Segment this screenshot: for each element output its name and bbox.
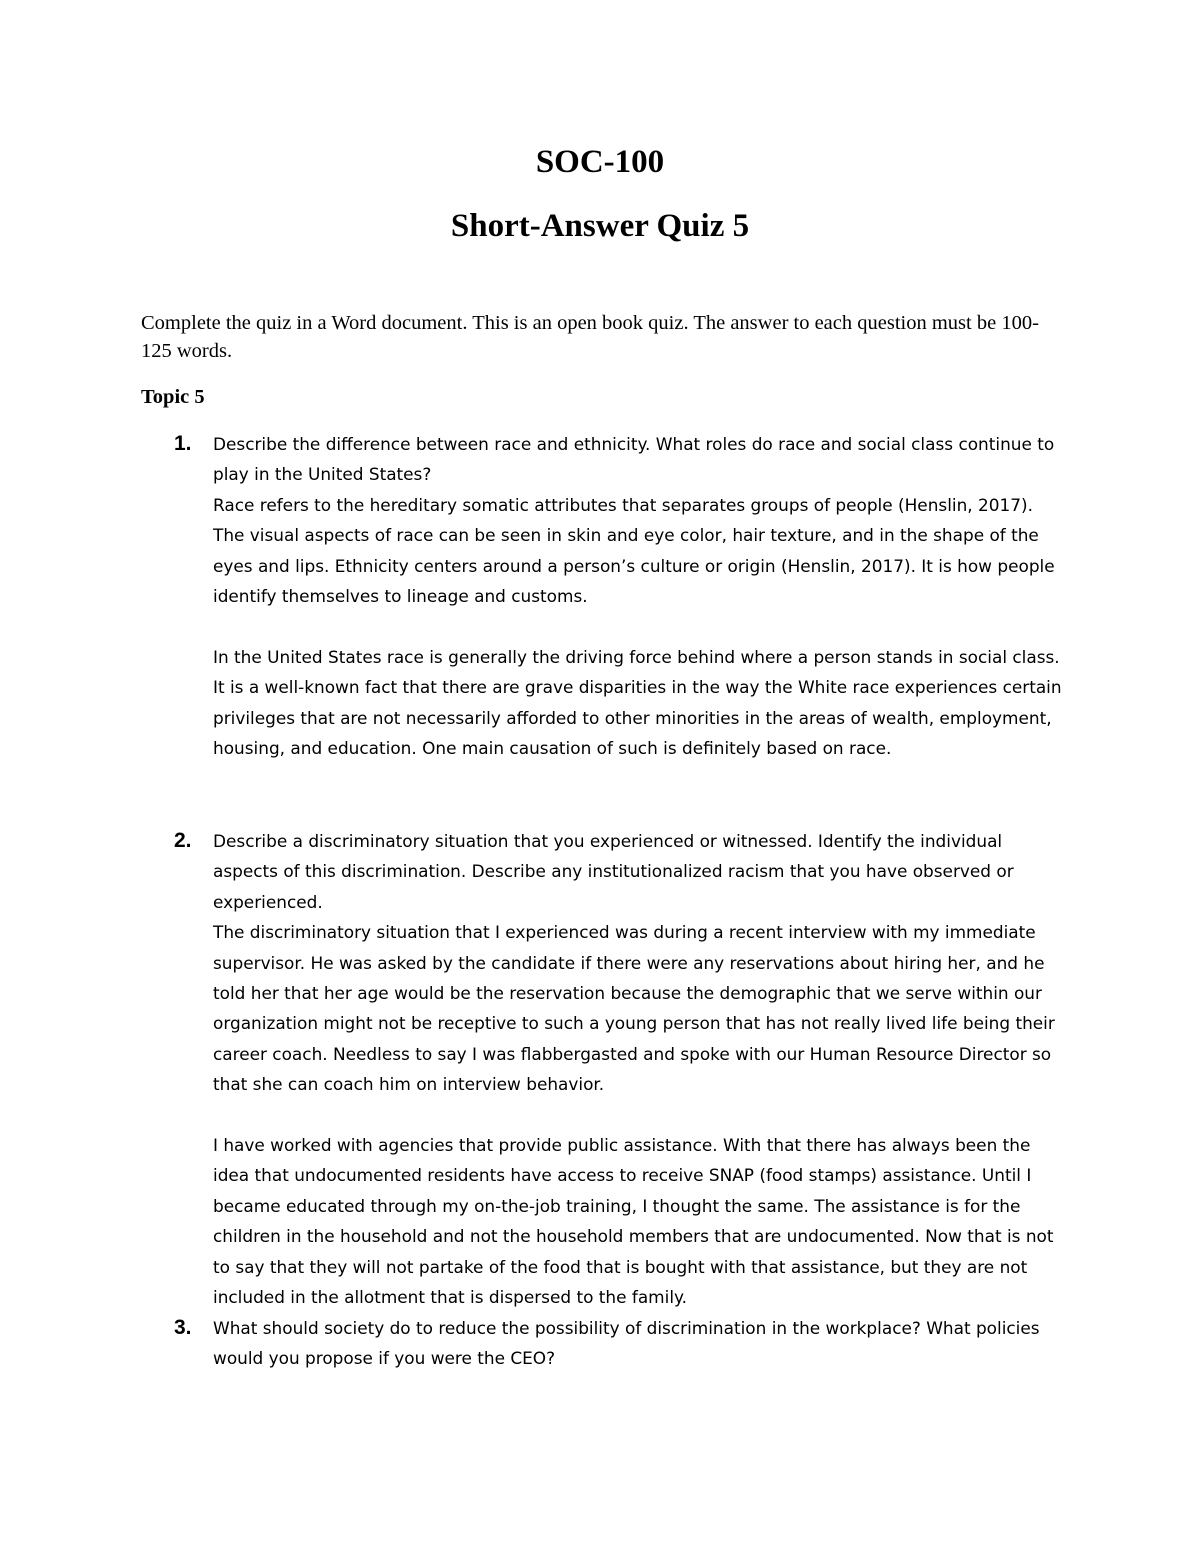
- question-number: 3.: [174, 1316, 192, 1339]
- question-prompt: Describe a discriminatory situation that you experienced or witnessed. Identify the individual aspects of this discrimination. Describe any institutionalized racism that you have observed or experienced.: [213, 831, 1014, 912]
- question-prompt: Describe the difference between race and ethnicity. What roles do race and social class continue to play in the United States?: [213, 434, 1055, 485]
- course-code-heading: SOC-100: [535, 144, 665, 180]
- question-body: [213, 1313, 1065, 1374]
- answer-paragraph: In the United States race is generally the driving force behind where a person stands in social class. It is a well-known fact that there are grave disparities in the way the White race experiences certain privileges that are not necessarily afforded to other minorities in the areas of wealth, employment, housing, and education. One main causation of such is definitely based on race.: [213, 646, 1062, 759]
- topic-heading: Topic 5: [141, 386, 205, 408]
- answer-paragraph: Race refers to the hereditary somatic attributes that separates groups of people (Henslin, 2017). The visual aspects of race can be seen in skin and eye color, hair texture, and in the shape of the eyes and lips. Ethnicity centers around a person’s culture or origin (Henslin, 2017). It is how people identify themselves to lineage and customs.: [213, 494, 1055, 607]
- answer-paragraph: I have worked with agencies that provide public assistance. With that there has always been the idea that undocumented residents have access to receive SNAP (food stamps) assistance. Until I became educated through my on-the-job training, I thought the same. The assistance is for the children in the household and not the household members that are undocumented. Now that is not to say that they will not partake of the food that is bought with that assistance, but they are not included in the allotment that is dispersed to the family.: [213, 1135, 1054, 1308]
- question-body: [213, 429, 1065, 763]
- quiz-instructions: Complete the quiz in a Word document. This is an open book quiz. The answer to each question must be 100-125 words.: [141, 312, 1039, 362]
- question-body: [213, 826, 1065, 1312]
- quiz-title-heading: Short-Answer Quiz 5: [450, 208, 750, 244]
- question-prompt: What should society do to reduce the possibility of discrimination in the workplace? What policies would you propose if you were the CEO?: [213, 1318, 1040, 1369]
- answer-paragraph: The discriminatory situation that I experienced was during a recent interview with my immediate supervisor. He was asked by the candidate if there were any reservations about hiring her, and he told her that her age would be the reservation because the demographic that we serve within our organization might not be receptive to such a young person that has not really lived life being their career coach. Needless to say I was flabbergasted and spoke with our Human Resource Director so that she can coach him on interview behavior.: [213, 922, 1055, 1095]
- paragraph-spacer: [213, 1100, 1065, 1130]
- paragraph-spacer: [213, 611, 1065, 641]
- question-number: 1.: [174, 432, 192, 455]
- question-number: 2.: [174, 829, 192, 852]
